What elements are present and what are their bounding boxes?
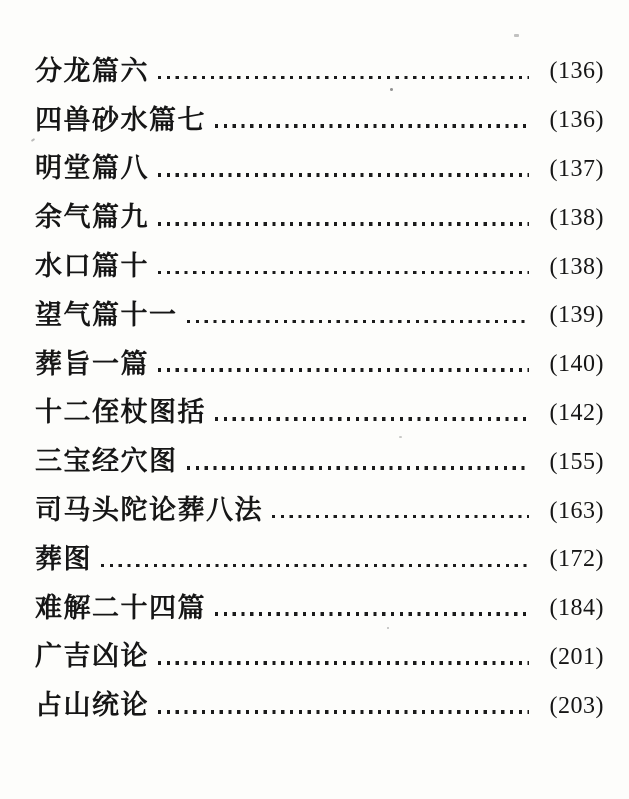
dotted-leader [158, 710, 529, 714]
dotted-leader [158, 76, 529, 80]
dotted-leader [158, 173, 529, 177]
dotted-leader [272, 515, 529, 519]
toc-entry-page: (201) [549, 643, 604, 670]
toc-entry-page: (163) [549, 497, 604, 524]
toc-entry-page: (140) [549, 351, 604, 378]
toc-entry [35, 47, 604, 96]
toc-entry-title: 望气篇十一 [35, 299, 178, 330]
toc-entry-title: 葬图 [35, 543, 92, 574]
toc-entry-title: 分龙篇六 [35, 55, 149, 86]
dotted-leader [215, 417, 529, 421]
toc-entry [35, 340, 604, 389]
dotted-leader [215, 124, 529, 128]
toc-entry-title: 难解二十四篇 [35, 592, 206, 623]
scan-speck [514, 34, 519, 37]
toc-entry-title: 司马头陀论葬八法 [35, 495, 263, 526]
toc-entry-page: (138) [549, 253, 604, 280]
toc-entry [35, 291, 604, 340]
toc-entry [35, 242, 604, 291]
dotted-leader [158, 661, 529, 665]
toc-entry-page: (136) [549, 107, 604, 134]
toc-entry-title: 广吉凶论 [35, 641, 149, 672]
toc-entry [35, 437, 604, 486]
toc-list [35, 47, 604, 730]
toc-entry-title: 占山统论 [35, 690, 149, 721]
dotted-leader [158, 271, 529, 275]
toc-entry [35, 633, 604, 682]
toc-entry [35, 535, 604, 584]
dotted-leader [158, 368, 529, 372]
toc-entry-page: (184) [549, 595, 604, 622]
toc-entry [35, 389, 604, 438]
toc-entry-page: (139) [549, 302, 604, 329]
toc-entry-title: 水口篇十 [35, 251, 149, 282]
toc-entry-title: 明堂篇八 [35, 153, 149, 184]
scan-speck [390, 88, 393, 91]
dotted-leader [215, 612, 529, 616]
scan-speck [399, 436, 402, 438]
dotted-leader [187, 320, 530, 324]
dotted-leader [158, 222, 529, 226]
toc-entry-title: 余气篇九 [35, 202, 149, 233]
toc-entry [35, 486, 604, 535]
toc-entry-title: 四兽砂水篇七 [35, 104, 206, 135]
toc-entry [35, 584, 604, 633]
toc-entry-title: 三宝经穴图 [35, 446, 178, 477]
toc-entry [35, 193, 604, 242]
toc-entry-page: (138) [549, 204, 604, 231]
dotted-leader [187, 466, 530, 470]
scan-speck [387, 627, 389, 629]
toc-entry-page: (142) [549, 399, 604, 426]
toc-entry-page: (136) [549, 58, 604, 85]
toc-entry-page: (137) [549, 155, 604, 182]
toc-entry [35, 96, 604, 145]
dotted-leader [101, 564, 529, 568]
toc-entry-page: (203) [549, 692, 604, 719]
toc-entry [35, 145, 604, 194]
toc-entry [35, 681, 604, 730]
toc-entry-title: 十二侄杖图括 [35, 397, 206, 428]
toc-entry-page: (172) [549, 546, 604, 573]
toc-entry-title: 葬旨一篇 [35, 348, 149, 379]
toc-entry-page: (155) [549, 448, 604, 475]
